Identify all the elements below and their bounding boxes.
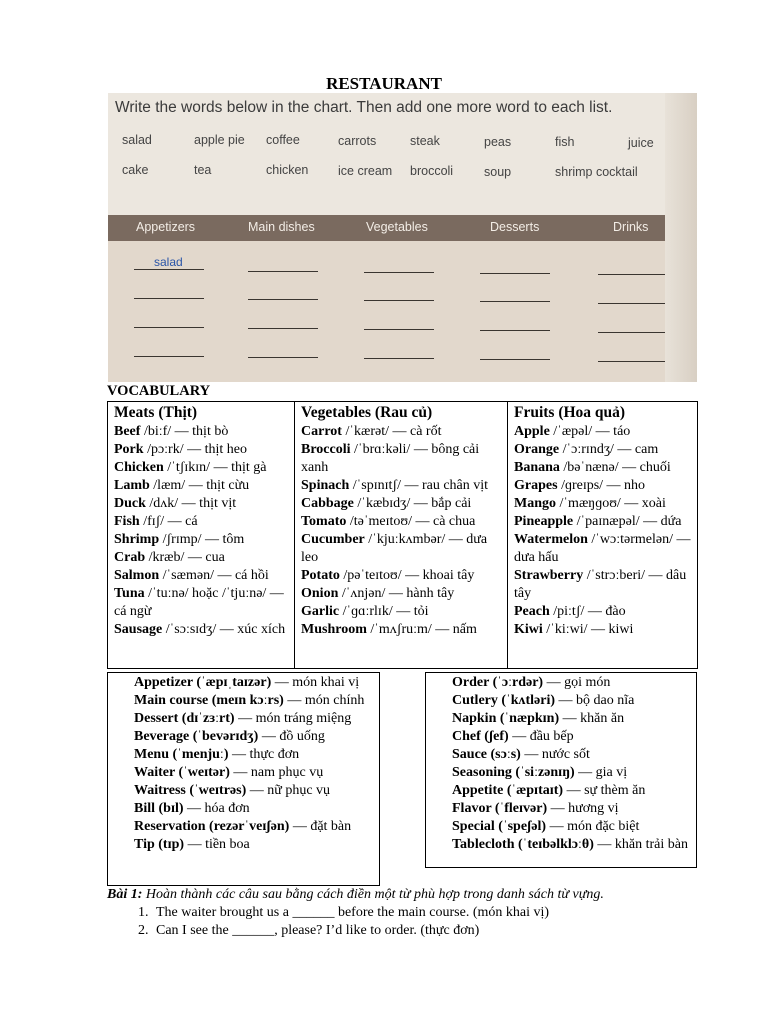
word-bank-item: chicken xyxy=(266,163,309,177)
vocab-item: Banana /bəˈnænə/ — chuối xyxy=(514,460,671,475)
textbook-image xyxy=(108,93,697,382)
vocab-item: Orange /ˈɔːrɪndʒ/ — cam xyxy=(514,442,659,457)
exercise-instruction: Bài 1: Hoàn thành các câu sau bằng cách điền một từ phù hợp trong danh sách từ vựng. xyxy=(107,887,604,902)
vocab-item: Watermelon /ˈwɔːtərmelən/ — dưa hấu xyxy=(514,532,691,565)
term-item: Waitress (ˈweɪtrəs) — nữ phục vụ xyxy=(134,783,331,798)
vocab-item: Pork /pɔːrk/ — thịt heo xyxy=(114,442,247,457)
page-title: RESTAURANT xyxy=(326,74,442,93)
term-item: Appetizer (ˈæpɪˌtaɪzər) — món khai vị xyxy=(134,675,360,690)
term-item: Chef (ʃef) — đầu bếp xyxy=(452,729,574,744)
word-bank-item: tea xyxy=(194,163,212,177)
column-heading: Vegetables (Rau củ) xyxy=(301,404,433,421)
term-item: Tablecloth (ˈteɪbəlklɔːθ) — khăn trải bàn xyxy=(452,837,688,852)
word-bank-item: ice cream xyxy=(338,164,393,178)
page-edge xyxy=(665,93,697,382)
term-item: Special (ˈspeʃəl) — món đặc biệt xyxy=(452,819,640,834)
vocab-item: Lamb /læm/ — thịt cừu xyxy=(114,478,250,493)
word-bank-item: juice xyxy=(628,136,654,150)
word-bank-item: salad xyxy=(122,133,152,147)
word-bank-item: fish xyxy=(555,135,575,149)
vocab-item: Pineapple /ˈpaɪnæpəl/ — dứa xyxy=(514,514,682,529)
term-item: Order (ˈɔːrdər) — gọi món xyxy=(452,675,611,690)
vocab-item: Cucumber /ˈkjuːkʌmbər/ — dưa leo xyxy=(301,532,488,565)
term-item: Appetite (ˈæpɪtaɪt) — sự thèm ăn xyxy=(452,783,646,798)
term-item: Menu (ˈmenjuː) — thực đơn xyxy=(134,747,300,762)
word-bank-item: soup xyxy=(484,165,512,179)
chart-header: Vegetables xyxy=(366,220,428,234)
term-item: Cutlery (ˈkʌtləri) — bộ dao nĩa xyxy=(452,693,635,708)
vocab-item: Tuna /ˈtuːnə/ hoặc /ˈtjuːnə/ — cá ngừ xyxy=(114,586,284,619)
term-item: Waiter (ˈweɪtər) — nam phục vụ xyxy=(134,765,324,780)
vocab-item: Strawberry /ˈstrɔːberi/ — dâu tây xyxy=(514,568,687,601)
vocab-item: Onion /ˈʌnjən/ — hành tây xyxy=(301,586,455,601)
term-item: Seasoning (ˈsiːzənɪŋ) — gia vị xyxy=(452,765,628,780)
vocab-item: Spinach /ˈspɪnɪtʃ/ — rau chân vịt xyxy=(301,478,489,493)
vocab-item: Apple /ˈæpəl/ — táo xyxy=(514,424,631,439)
vocabulary-table xyxy=(107,401,698,669)
term-item: Tip (tɪp) — tiền boa xyxy=(134,837,250,852)
chart-header: Desserts xyxy=(490,220,540,234)
vocab-item: Beef /biːf/ — thịt bò xyxy=(114,424,229,439)
vocab-item: Cabbage /ˈkæbɪdʒ/ — bắp cải xyxy=(301,496,472,511)
term-item: Sauce (sɔːs) — nước sốt xyxy=(452,747,590,762)
chart-header: Appetizers xyxy=(136,220,196,234)
fruits-column xyxy=(508,402,697,668)
column-heading: Meats (Thịt) xyxy=(114,404,198,421)
word-bank-item: peas xyxy=(484,135,512,149)
textbook-instruction: Write the words below in the chart. Then add one more word to each list. xyxy=(115,99,613,116)
term-item: Dessert (dɪˈzɜːrt) — món tráng miệng xyxy=(134,711,352,726)
vocab-item: Potato /pəˈteɪtoʊ/ — khoai tây xyxy=(301,568,475,583)
term-item: Bill (bɪl) — hóa đơn xyxy=(134,801,250,816)
vocab-item: Tomato /təˈmeɪtoʊ/ — cà chua xyxy=(301,514,476,529)
vocab-item: Chicken /ˈtʃɪkɪn/ — thịt gà xyxy=(114,460,267,475)
word-bank-item: carrots xyxy=(338,134,377,148)
exercise-question: 2. Can I see the ______, please? I’d like to order. (thực đơn) xyxy=(152,922,747,940)
meats-column xyxy=(108,402,295,668)
term-item: Flavor (ˈfleɪvər) — hương vị xyxy=(452,801,619,816)
handwritten-answer: salad xyxy=(154,255,183,269)
word-bank-item: shrimp cocktail xyxy=(555,165,638,179)
restaurant-terms-box-left xyxy=(107,672,380,886)
vocab-item: Garlic /ˈɡɑːrlɪk/ — tỏi xyxy=(301,604,429,619)
vocab-item: Shrimp /ʃrɪmp/ — tôm xyxy=(114,532,245,547)
word-bank-item: cake xyxy=(122,163,149,177)
restaurant-terms-box-right xyxy=(425,672,697,868)
vocabulary-heading: VOCABULARY xyxy=(107,383,211,399)
vocab-item: Duck /dʌk/ — thịt vịt xyxy=(114,496,237,511)
vocab-item: Grapes /ɡreɪps/ — nho xyxy=(514,478,646,493)
vocab-item: Sausage /ˈsɔːsɪdʒ/ — xúc xích xyxy=(114,622,286,637)
word-bank-item: steak xyxy=(410,134,440,148)
vocab-item: Salmon /ˈsæmən/ — cá hồi xyxy=(114,568,269,583)
exercise-1 xyxy=(107,886,747,940)
vocab-item: Crab /kræb/ — cua xyxy=(114,550,225,565)
word-bank-item: apple pie xyxy=(194,133,245,147)
column-heading: Fruits (Hoa quả) xyxy=(514,404,626,421)
term-item: Reservation (rezərˈveɪʃən) — đặt bàn xyxy=(134,819,352,834)
term-item: Beverage (ˈbevərɪdʒ) — đồ uống xyxy=(134,729,325,744)
chart-header: Main dishes xyxy=(248,220,315,234)
vocab-item: Kiwi /ˈkiːwi/ — kiwi xyxy=(514,622,634,637)
word-bank-item: coffee xyxy=(266,133,300,147)
term-item: Main course (meɪn kɔːrs) — món chính xyxy=(134,693,365,708)
term-item: Napkin (ˈnæpkɪn) — khăn ăn xyxy=(452,711,625,726)
exercise-questions xyxy=(107,904,747,940)
exercise-question: 1. The waiter brought us a ______ before the main course. (món khai vị) xyxy=(152,904,747,922)
chart-header: Drinks xyxy=(613,220,649,234)
vocab-item: Mushroom /ˈmʌʃruːm/ — nấm xyxy=(301,622,477,637)
vocab-item: Fish /fɪʃ/ — cá xyxy=(114,514,198,529)
vocab-item: Broccoli /ˈbrɑːkəli/ — bông cải xanh xyxy=(301,442,480,475)
vocab-item: Carrot /ˈkærət/ — cà rốt xyxy=(301,424,442,439)
vocab-item: Peach /piːtʃ/ — đào xyxy=(514,604,626,619)
vocab-item: Mango /ˈmæŋɡoʊ/ — xoài xyxy=(514,496,666,511)
vegetables-column xyxy=(295,402,508,668)
word-bank-item: broccoli xyxy=(410,164,454,178)
